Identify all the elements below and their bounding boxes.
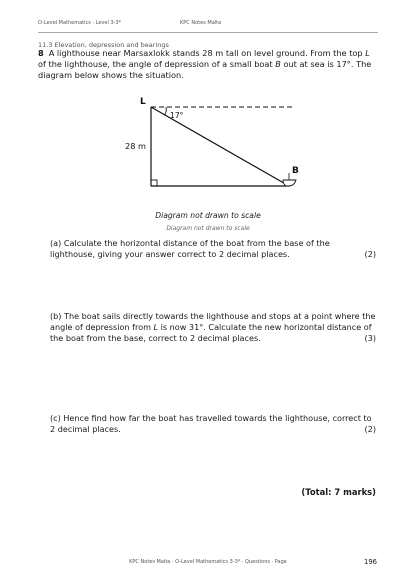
question-text-part-3: out at sea is 17°. The diagram below shows the situation. bbox=[38, 58, 372, 80]
part-a bbox=[50, 238, 376, 260]
diagram-subcaption: Diagram not drawn to scale bbox=[166, 225, 250, 232]
question-text-part-2: of the lighthouse, the angle of depression of a small boat bbox=[38, 58, 276, 69]
part-b-text-2: is now 31°. Calculate the new horizontal distance of the boat from the base, correct to 2 decimal places. bbox=[50, 321, 372, 343]
header-left: O-Level Mathematics · Level 3-3* bbox=[38, 20, 122, 26]
boat-icon bbox=[283, 180, 296, 186]
variable-B: B bbox=[275, 58, 281, 69]
label-boat-point: B bbox=[292, 166, 299, 176]
part-b bbox=[50, 311, 376, 343]
part-a-marks: (2) bbox=[364, 248, 376, 259]
right-angle-marker bbox=[151, 180, 157, 186]
label-top-point: L bbox=[140, 97, 146, 107]
section-title: 11.3 Elevation, depression and bearings bbox=[38, 41, 169, 49]
label-angle: 17° bbox=[170, 111, 184, 120]
page-footer: KPC Notes Malta · O-Level Mathematics 3-3* · Questions · Page bbox=[129, 559, 287, 565]
part-b-variable-L: L bbox=[153, 321, 159, 332]
question-text-part-1: A lighthouse near Marsaxlokk stands 28 m tall on level ground. From the top bbox=[48, 48, 366, 58]
question-number: 8 bbox=[38, 48, 44, 58]
page-number: 196 bbox=[364, 558, 377, 566]
part-c bbox=[50, 413, 376, 435]
part-c-marks: (2) bbox=[364, 423, 376, 434]
label-height: 28 m bbox=[125, 141, 146, 151]
part-b-marks: (3) bbox=[364, 332, 376, 343]
header-right: KPC Notes Malta bbox=[180, 20, 222, 26]
total-marks: (Total: 7 marks) bbox=[301, 487, 376, 497]
part-c-text: (c) Hence find how far the boat has travelled towards the lighthouse, correct to 2 decimal places. bbox=[50, 413, 372, 434]
angle-arc bbox=[164, 107, 166, 115]
diagram-caption: Diagram not drawn to scale bbox=[155, 211, 261, 220]
variable-L: L bbox=[365, 48, 370, 58]
part-b-text-1: (b) The boat sails directly towards the lighthouse and stops at a point where the angle of depression from bbox=[50, 311, 376, 332]
part-a-text: (a) Calculate the horizontal distance of the boat from the base of the lighthouse, giving your answer correct to 2 decimal places. bbox=[50, 238, 330, 259]
